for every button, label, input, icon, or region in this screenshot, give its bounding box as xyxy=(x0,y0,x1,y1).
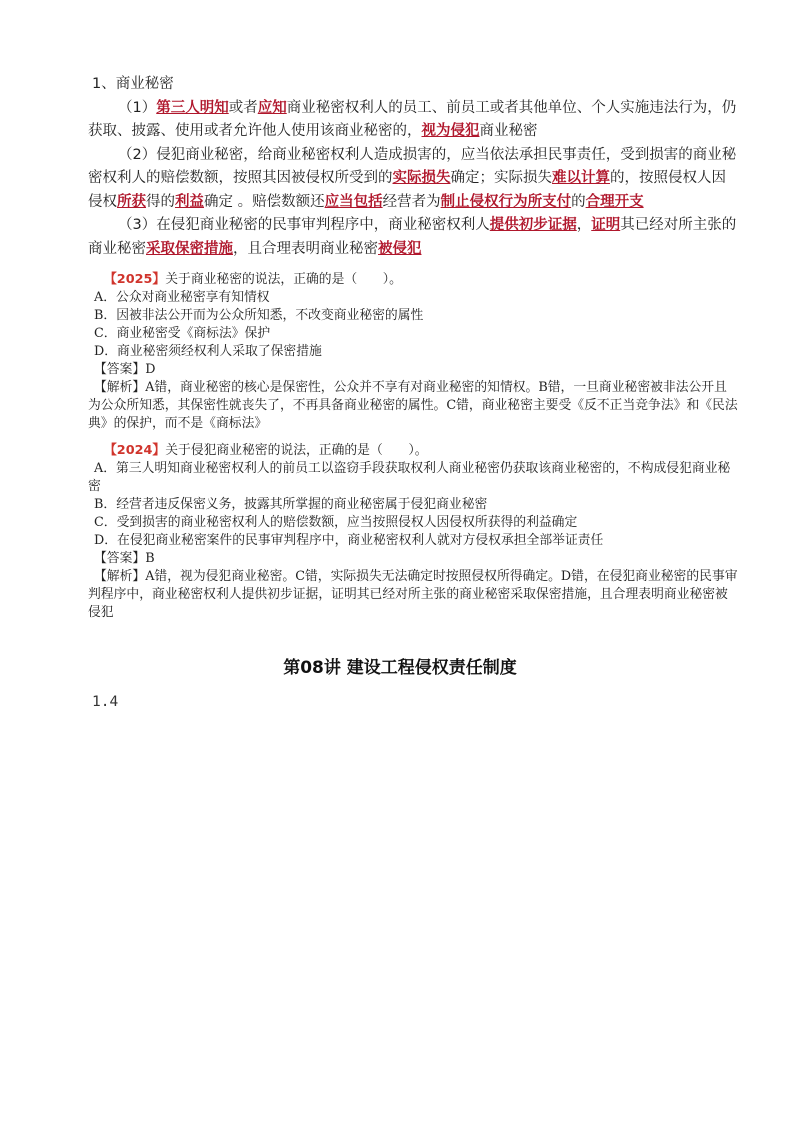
paragraph-2: （2）侵犯商业秘密，给商业秘密权利人造成损害的，应当依法承担民事责任，受到损害的商业秘密权利人的赔偿数额，按照其因被侵权所受到的实际损失确定；实际损失难以计算的，按照侵权人因侵权所获得的利益确定 。赔偿数额还应当包括经营者为制止侵权行为所支付的合理开支 xyxy=(88,146,737,210)
option-d: D．商业秘密须经权利人采取了保密措施 xyxy=(94,344,322,359)
answer: 【答案】D xyxy=(94,362,156,377)
highlight-term: 制止侵权行为所支付 xyxy=(440,193,572,210)
option-d: D．在侵犯商业秘密案件的民事审判程序中，商业秘密权利人就对方侵权承担全部举证责任 xyxy=(94,533,604,548)
highlight-term: 合理开支 xyxy=(585,193,644,210)
paragraph-3: （3）在侵犯商业秘密的民事审判程序中，商业秘密权利人提供初步证据，证明其已经对所主张的商业秘密采取保密措施，且合理表明商业秘密被侵犯 xyxy=(88,217,737,257)
highlight-term: 应知 xyxy=(257,99,287,116)
section-title: 1、商业秘密 xyxy=(92,76,174,92)
question-2024 xyxy=(88,442,738,622)
analysis: 【解析】A错，视为侵犯商业秘密。C错，实际损失无法确定时按照侵权所得确定。D错，在侵犯商业秘密的民事审判程序中，商业秘密权利人提供初步证据，证明其已经对所主张的商业秘密采取保密措施，且合理表明商业秘密被侵犯 xyxy=(88,569,738,620)
highlight-term: 所获 xyxy=(117,193,146,210)
trade-secret-section xyxy=(88,73,738,261)
highlight-term: 被侵犯 xyxy=(378,240,422,257)
highlight-term: 应当包括 xyxy=(324,193,383,210)
highlight-term: 采取保密措施 xyxy=(146,240,233,257)
year-tag: 【2025】 xyxy=(104,272,166,287)
analysis: 【解析】A错，商业秘密的核心是保密性，公众并不享有对商业秘密的知情权。B错，一旦商业秘密被非法公开且为公众所知悉，其保密性就丧失了，不再具备商业秘密的属性。C错，商业秘密主要受《反不正当竞争法》和《民法典》的保护，而不是《商标法》 xyxy=(88,380,738,431)
highlight-term: 证明 xyxy=(591,217,621,233)
option-b: B．因被非法公开而为公众所知悉，不改变商业秘密的属性 xyxy=(94,308,424,323)
highlight-term: 难以计算 xyxy=(552,170,610,186)
option-a: A．第三人明知商业秘密权利人的前员工以盗窃手段获取权利人商业秘密仍获取该商业秘密的，不构成侵犯商业秘密 xyxy=(88,461,731,494)
option-c: C．商业秘密受《商标法》保护 xyxy=(94,326,271,341)
highlight-term: 第三人明知 xyxy=(156,99,229,116)
question-stem: 【2025】关于商业秘密的说法，正确的是（ ）。 xyxy=(104,272,402,287)
year-tag: 【2024】 xyxy=(104,443,166,458)
highlight-term: 视为侵犯 xyxy=(421,123,480,139)
section-number: 1.4 xyxy=(92,694,119,710)
question-stem: 【2024】关于侵犯商业秘密的说法，正确的是（ ）。 xyxy=(104,443,428,458)
option-c: C．受到损害的商业秘密权利人的赔偿数额，应当按照侵权人因侵权所获得的利益确定 xyxy=(94,515,578,530)
option-a: A．公众对商业秘密享有知情权 xyxy=(94,290,270,305)
highlight-term: 提供初步证据 xyxy=(489,217,577,233)
highlight-term: 实际损失 xyxy=(392,170,451,186)
paragraph-1: （1）第三人明知或者应知商业秘密权利人的员工、前员工或者其他单位、个人实施违法行为，仍获取、披露、使用或者允许他人使用该商业秘密的，视为侵犯商业秘密 xyxy=(88,99,737,139)
option-b: B．经营者违反保密义务，披露其所掌握的商业秘密属于侵犯商业秘密 xyxy=(94,497,488,512)
answer: 【答案】B xyxy=(94,551,155,566)
lecture-heading: 第08讲 建设工程侵权责任制度 xyxy=(283,658,517,678)
highlight-term: 利益 xyxy=(175,193,204,210)
question-2025 xyxy=(88,271,738,433)
